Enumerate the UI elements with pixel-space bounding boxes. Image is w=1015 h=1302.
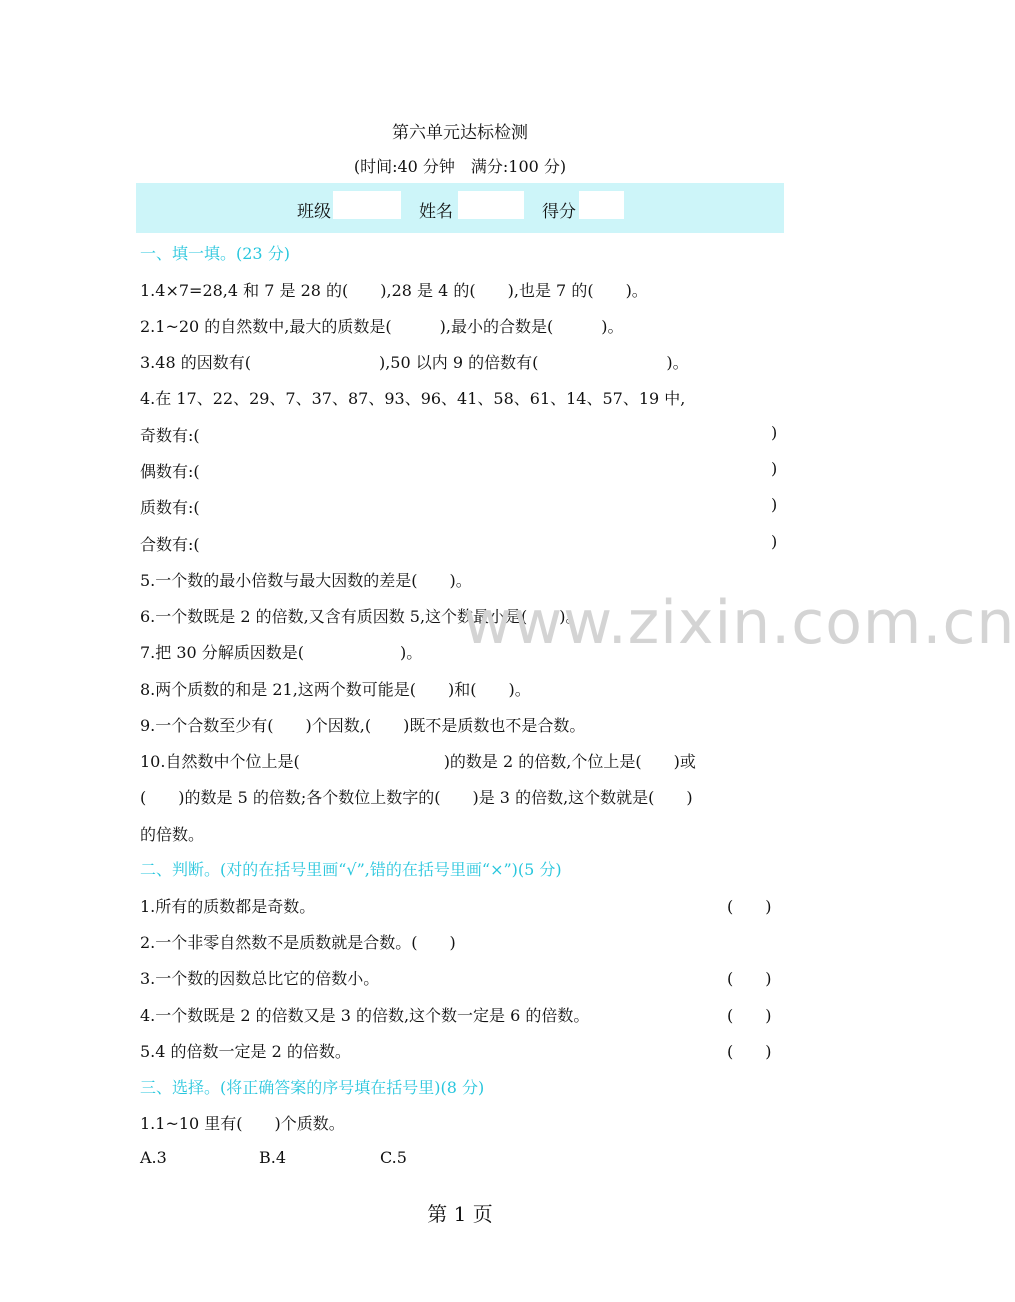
choice-a: A.3 <box>140 1148 167 1167</box>
s1-question-9: 9.一个合数至少有( )个因数,( )既不是质数也不是合数。 <box>140 716 586 735</box>
prime-numbers-label: 质数有:( <box>140 498 200 517</box>
s2-answer-paren-3: ( ) <box>727 969 772 988</box>
odd-numbers-label: 奇数有:( <box>140 426 200 445</box>
composite-numbers-label: 合数有:( <box>140 535 200 554</box>
s1-question-3: 3.48 的因数有( ),50 以内 9 的倍数有( )。 <box>140 353 689 372</box>
s1-question-2: 2.1~20 的自然数中,最大的质数是( ),最小的合数是( )。 <box>140 317 624 336</box>
section2-heading: 二、判断。(对的在括号里画“√”,错的在括号里画“×”)(5 分) <box>140 860 562 879</box>
page-number: 第 1 页 <box>427 1202 493 1226</box>
s2-question-3: 3.一个数的因数总比它的倍数小。 <box>140 969 380 988</box>
s1-question-10-line1: 10.自然数中个位上是( )的数是 2 的倍数,个位上是( )或 <box>140 752 696 771</box>
section1-heading: 一、填一填。(23 分) <box>140 244 290 263</box>
class-field[interactable] <box>333 191 401 219</box>
section3-heading: 三、选择。(将正确答案的序号填在括号里)(8 分) <box>140 1078 485 1097</box>
s1-question-8: 8.两个质数的和是 21,这两个数可能是( )和( )。 <box>140 680 531 699</box>
prime-close-paren: ) <box>771 495 778 514</box>
s1-question-10-line2: ( )的数是 5 的倍数;各个数位上数字的( )是 3 的倍数,这个数就是( ) <box>140 788 693 807</box>
s1-question-5: 5.一个数的最小倍数与最大因数的差是( )。 <box>140 571 472 590</box>
s2-answer-paren-5: ( ) <box>727 1042 772 1061</box>
s3-question-1: 1.1~10 里有( )个质数。 <box>140 1114 345 1133</box>
composite-close-paren: ) <box>771 532 778 551</box>
choice-b: B.4 <box>259 1148 287 1167</box>
even-numbers-label: 偶数有:( <box>140 462 200 481</box>
watermark: www.zixin.com.cn <box>463 588 1015 658</box>
page-title: 第六单元达标检测 <box>392 123 528 143</box>
student-info-bar <box>136 183 784 233</box>
score-label: 得分 <box>542 202 576 222</box>
odd-close-paren: ) <box>771 423 778 442</box>
s2-question-5: 5.4 的倍数一定是 2 的倍数。 <box>140 1042 351 1061</box>
choice-c: C.5 <box>380 1148 407 1167</box>
name-label: 姓名 <box>419 202 453 222</box>
s2-answer-paren-4: ( ) <box>727 1006 772 1025</box>
even-close-paren: ) <box>771 459 778 478</box>
s1-question-10-line3: 的倍数。 <box>140 825 205 844</box>
s2-question-4: 4.一个数既是 2 的倍数又是 3 的倍数,这个数一定是 6 的倍数。 <box>140 1006 590 1025</box>
s1-question-7: 7.把 30 分解质因数是( )。 <box>140 643 423 662</box>
class-label: 班级 <box>297 202 331 222</box>
exam-info-subtitle: (时间:40 分钟 满分:100 分) <box>353 157 567 176</box>
score-field[interactable] <box>579 191 624 219</box>
s2-question-2: 2.一个非零自然数不是质数就是合数。( ) <box>140 933 456 952</box>
s1-question-4: 4.在 17、22、29、7、37、87、93、96、41、58、61、14、57、19 中, <box>140 389 686 408</box>
s1-question-6: 6.一个数既是 2 的倍数,又含有质因数 5,这个数最小是( )。 <box>140 607 582 626</box>
s1-question-1: 1.4×7=28,4 和 7 是 28 的( ),28 是 4 的( ),也是 7 的( )。 <box>140 281 648 300</box>
s2-answer-paren-1: ( ) <box>727 897 772 916</box>
s2-question-1: 1.所有的质数都是奇数。 <box>140 897 316 916</box>
name-field[interactable] <box>458 191 524 219</box>
